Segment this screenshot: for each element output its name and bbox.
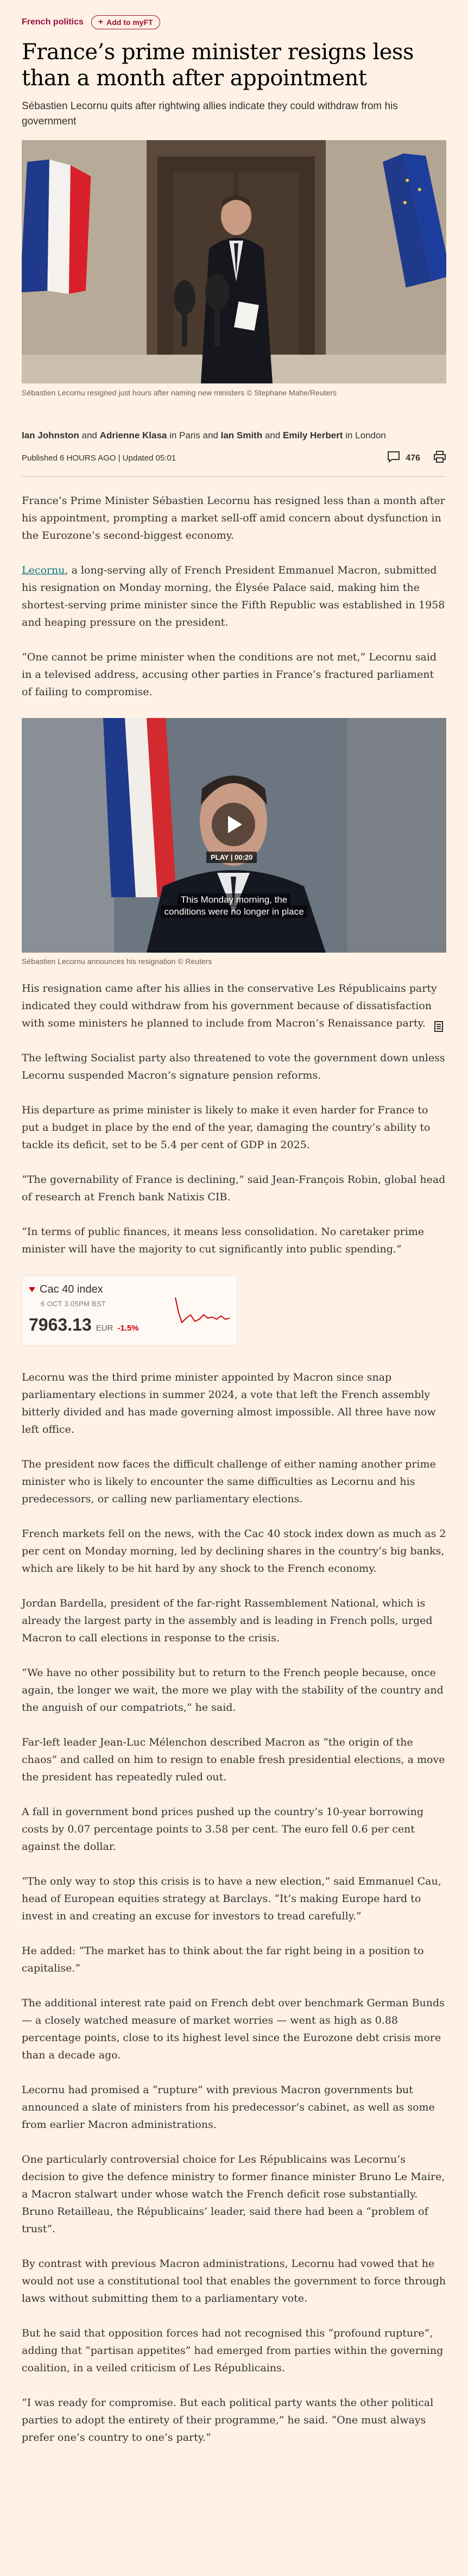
video-caption: Sébastien Lecornu announces his resignation © Reuters	[22, 957, 212, 966]
paragraph: One particularly controversial choice for Les Républicains was Lecornu’s decision to give the defence ministry to former finance minister Bruno Le Maire, a Macron stalwart under whose watch the French deficit rose substantially. Bruno Retailleau, the Républicains’ leader, said there had been a “problem of trust”.	[22, 2153, 445, 2235]
paragraph: “The governability of France is declining,” said Jean-François Robin, global head of research at French bank Natixis CIB.	[22, 1174, 446, 1203]
print-icon[interactable]	[433, 451, 446, 465]
paragraph: France’s Prime Minister Sébastien Lecornu has resigned less than a month after his appointment, prompting a market sell-off amid concern about dysfunction in the Eurozone’s second-biggest economy.	[22, 495, 445, 541]
paragraph: Far-left leader Jean-Luc Mélenchon described Macron as “the origin of the chaos” and called on him to resign to enable fresh presidential elections, a move the president has repeatedly ruled out.	[22, 1736, 445, 1783]
paragraph: The president now faces the difficult challenge of either naming another prime minister who is likely to encounter the same difficulties as Lecornu and his predecessors, or calling new parliamentary elections.	[22, 1458, 436, 1505]
paragraph: The additional interest rate paid on French debt over benchmark German Bunds — a closely watched measure of market worries — went as high as 0.88 percentage points, close to its highest level since the Eurozone debt crisis more than a decade ago.	[22, 1997, 445, 2061]
author-link[interactable]: Adrienne Klasa	[99, 430, 167, 440]
stock-currency: EUR	[96, 1324, 113, 1333]
byline-text: and	[262, 430, 283, 440]
article-topbar	[22, 0, 446, 29]
stock-widget[interactable]	[22, 1275, 238, 1346]
transcript-icon[interactable]	[434, 1021, 443, 1035]
paragraph: “We have no other possibility but to return to the French people because, once again, the longer we wait, the more we play with the stability of the country and the anguish of our compatriots,” he said.	[22, 1667, 444, 1714]
updated-time: Updated 05:01	[122, 454, 176, 463]
published-time: Published 6 HOURS AGO	[22, 454, 116, 463]
video-subtitles	[22, 894, 446, 918]
byline	[22, 429, 446, 442]
section-link[interactable]: French politics	[22, 17, 84, 27]
paragraph: A fall in government bond prices pushed up the country’s 10-year borrowing costs by 0.07 percentage points to 3.58 per cent. The euro fell 0.6 per cent against the dollar.	[22, 1806, 424, 1853]
byline-text: in London	[343, 430, 386, 440]
stock-name: Cac 40 index	[40, 1283, 103, 1295]
play-label: PLAY	[211, 853, 229, 861]
byline-text: in Paris and	[167, 430, 221, 440]
video-duration: 00:20	[235, 853, 253, 861]
subtitle-line: This Monday morning, the	[178, 893, 291, 906]
comments-icon[interactable]	[387, 451, 400, 465]
author-link[interactable]: Emily Herbert	[282, 430, 343, 440]
article-standfirst: Sébastien Lecornu quits after rightwing allies indicate they could withdraw from his government	[22, 100, 398, 127]
divider	[22, 476, 446, 477]
add-to-myft-button[interactable]	[91, 15, 160, 29]
stock-time: 6 OCT 3.05PM BST	[41, 1300, 106, 1308]
lead-photo	[22, 140, 446, 383]
paragraph: His resignation came after his allies in the conservative Les Républicains party indicated they could withdraw from his government because of dissatisfaction with some ministers he planned to include from Macron’s Renaissance party.	[22, 982, 437, 1029]
paragraph: “One cannot be prime minister when the conditions are not met,” Lecornu said in a televised address, accusing other parties in France’s fractured parliament of failing to compromise.	[22, 651, 437, 698]
stock-sparkline	[173, 1291, 233, 1329]
author-link[interactable]: Ian Smith	[220, 430, 263, 440]
stock-price: 7963.13	[29, 1315, 92, 1334]
paragraph: “I was ready for compromise. But each political party wants the other political parties to adopt the entirety of their programme,” he said. “One must always prefer one’s country to one’s party.”	[22, 2397, 434, 2443]
subtitle-line: conditions were no longer in place	[161, 905, 307, 918]
down-arrow-icon	[29, 1287, 35, 1292]
author-link[interactable]: Ian Johnston	[22, 430, 79, 440]
paragraph	[22, 562, 446, 631]
lead-photo-caption: Sébastien Lecornu resigned just hours after naming new ministers © Stephane Mahe/Reuters	[22, 388, 337, 397]
paragraph: “In terms of public finances, it means less consolidation. No caretaker prime minister will have the majority to cut significantly into public spending.”	[22, 1226, 425, 1255]
article-meta	[22, 451, 446, 465]
lead-photo-illustration	[22, 140, 446, 383]
paragraph: “The only way to stop this crisis is to have a new election,” said Emmanuel Cau, head of European equities strategy at Barclays. “It’s making Europe hard to invest in and creating an excuse for investors to tread carefully.”	[22, 1875, 441, 1922]
play-icon	[228, 816, 242, 833]
paragraph: He added: “The market has to think about the far right being in a position to capitalise.”	[22, 1945, 424, 1974]
paragraph: Lecornu had promised a “rupture” with previous Macron governments but announced a slate of ministers from his predecessor’s cabinet, as well as some from earlier Macron administrations.	[22, 2084, 435, 2131]
paragraph: Lecornu was the third prime minister appointed by Macron since snap parliamentary elections in summer 2024, a vote that left the French assembly bitterly divided and has made governing almost impossible. All three have now left office.	[22, 1371, 436, 1435]
video-duration-label	[206, 852, 257, 863]
meta-separator: |	[118, 454, 123, 463]
paragraph: French markets fell on the news, with the Cac 40 stock index down as much as 2 per cent on Monday morning, led by declining shares in the country’s big banks, which are likely to be hit hard by any shock to the French economy.	[22, 1528, 446, 1574]
paragraph: But he said that opposition forces had not recognised this “profound rupture”, adding that “partisan appetites” had emerged from parties within the governing coalition, in a veiled criticism of Les Républicains.	[22, 2327, 444, 2374]
lecornu-link[interactable]: Lecornu	[22, 564, 65, 576]
video-player[interactable]	[22, 718, 446, 953]
paragraph: Jordan Bardella, president of the far-right Rassemblement National, which is already the largest party in the assembly and is leading in French polls, urged Macron to call elections in response to the crisis.	[22, 1597, 433, 1644]
play-button[interactable]	[212, 803, 255, 846]
plus-icon: +	[98, 17, 104, 27]
paragraph: His departure as prime minister is likely to make it even harder for France to put a budget in place by the end of the year, damaging the country’s ability to tackle its deficit, set to be 5.4 per cent of GDP in 2025.	[22, 1104, 431, 1151]
paragraph: By contrast with previous Macron administrations, Lecornu had vowed that he would not use a constitutional tool that enables the government to force through laws without submitting them to a parliamentary vote.	[22, 2258, 446, 2304]
add-to-myft-label: Add to myFT	[106, 18, 153, 27]
article-body	[22, 492, 446, 2446]
duration-separator: |	[230, 853, 235, 861]
comment-count[interactable]: 476	[406, 453, 420, 463]
byline-text: and	[79, 430, 100, 440]
stock-change: -1.5%	[117, 1324, 139, 1333]
paragraph: The leftwing Socialist party also threatened to vote the government down unless Lecornu suspended Macron’s signature pension reforms.	[22, 1052, 445, 1081]
paragraph-text: , a long-serving ally of French President Emmanuel Macron, submitted his resignation on Monday morning, the Élysée Palace said, making him the shortest-serving prime minister since the Fifth Republic was established in 1958 and heaping pressure on the president.	[22, 564, 445, 628]
article-headline: France’s prime minister resigns less than a month after appointment	[22, 40, 414, 91]
